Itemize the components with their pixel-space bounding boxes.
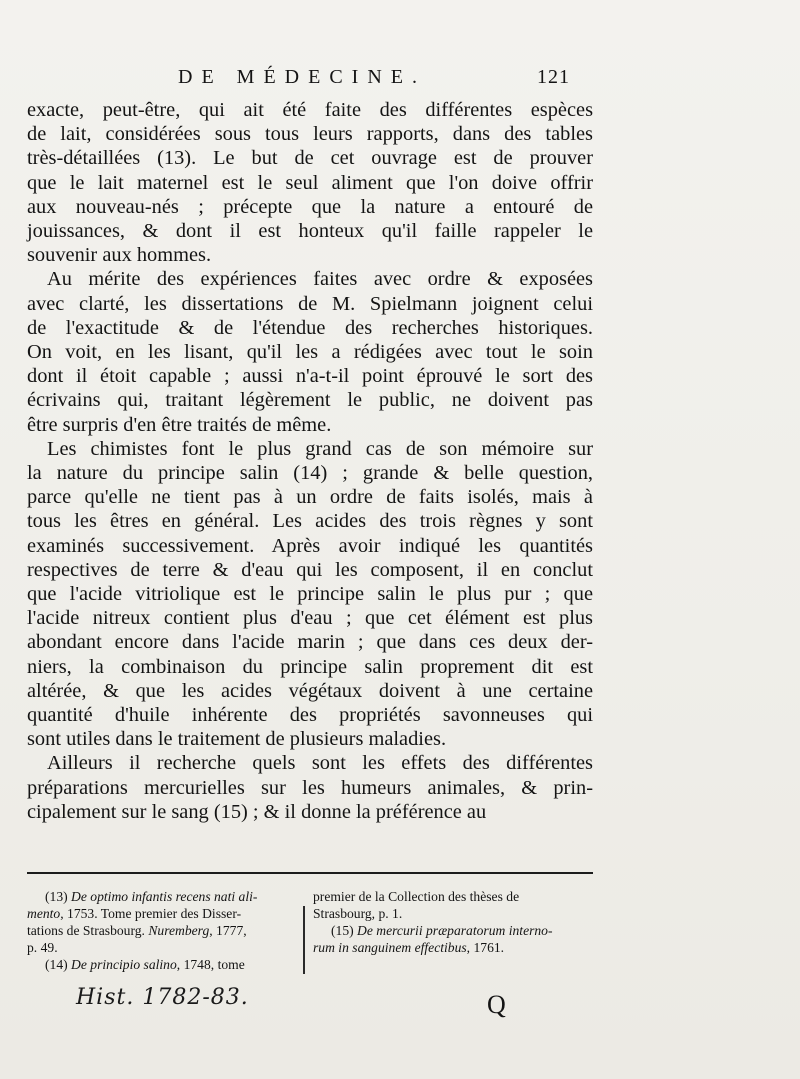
text-line: de l'exactitude & de l'étendue des recherches historiques. [27, 316, 593, 339]
footnote-text: (15) [331, 923, 358, 938]
footnote-text: p. 49. [27, 940, 58, 955]
footnote-line [313, 922, 595, 939]
footnote-title: rum in sanguinem effectibus [313, 940, 467, 955]
footnote-line [27, 922, 295, 939]
text-line: Au mérite des expériences faites avec ordre & exposées [47, 268, 593, 291]
footnotes-left-column [27, 888, 295, 973]
footnote-title: Nuremberg [148, 923, 210, 938]
footnote-line [27, 939, 295, 956]
paragraph [27, 98, 593, 267]
paragraph [27, 751, 593, 824]
footnotes-right-column [313, 888, 595, 956]
footnote-line [27, 905, 295, 922]
footnote-line [313, 939, 595, 956]
footnote-rule [27, 872, 593, 874]
text-line: niers, la combinaison du principe salin proprement dit est [27, 655, 593, 678]
text-line: parce qu'elle ne tient pas à un ordre de faits isolés, mais à [27, 486, 593, 509]
text-line: être surpris d'en être traités de même. [27, 413, 332, 436]
signature-mark: Q [487, 990, 506, 1019]
text-line: aux nouveau-nés ; précepte que la nature a entouré de [27, 195, 593, 218]
footnote-line [27, 956, 295, 973]
text-line: souvenir aux hommes. [27, 244, 212, 267]
footnote-line [313, 888, 595, 905]
footnote-column-divider [303, 906, 305, 974]
paragraph [27, 267, 593, 436]
footnote-text: tations de Strasbourg. [27, 923, 149, 938]
footnote-title: De mercurii præparatorum interno- [357, 923, 553, 938]
text-line: Ailleurs il recherche quels sont les effets des différentes [47, 752, 593, 775]
footnote-text: premier de la Collection des thèses de [313, 889, 520, 904]
footnote-text: , 1777, [209, 923, 247, 938]
text-line: l'acide nitreux contient plus d'eau ; que cet élément est plus [27, 607, 593, 630]
running-head: DE MÉDECINE. [178, 66, 426, 88]
text-line: de lait, considérées sous tous leurs rapports, dans des tables [27, 123, 593, 146]
text-line: quantité d'huile inhérente des propriétés savonneuses qui [27, 704, 593, 727]
text-line: jouissances, & dont il est honteux qu'il faille rappeler le [27, 220, 593, 243]
text-line: Les chimistes font le plus grand cas de son mémoire sur [47, 437, 593, 460]
footnote-line [27, 888, 295, 905]
text-line: examinés successivement. Après avoir indiqué les quantités [27, 534, 593, 557]
footnote-text: , 1753. Tome premier des Disser- [60, 906, 242, 921]
text-line: tous les êtres en général. Les acides des trois règnes y sont [27, 510, 593, 533]
footnote-title: De optimo infantis recens nati ali- [71, 889, 258, 904]
body-text [27, 98, 593, 824]
text-line: abondant encore dans l'acide marin ; que dans ces deux der- [27, 631, 593, 654]
text-line: On voit, en les lisant, qu'il les a rédigées avec tout le soin [27, 341, 593, 364]
text-line: très-détaillées (13). Le but de cet ouvrage est de prouver [27, 147, 593, 170]
footnote-text: (14) [45, 957, 72, 972]
text-line: écrivains qui, traitant légèrement le public, ne doivent pas [27, 389, 593, 412]
text-line: dont il étoit capable ; aussi n'a-t-il point éprouvé le sort des [27, 365, 593, 388]
text-line: exacte, peut-être, qui ait été faite des différentes espèces [27, 99, 593, 121]
page-number: 121 [537, 66, 570, 88]
text-line: altérée, & que les acides végétaux doivent à une certaine [27, 679, 593, 702]
footnote-text: Strasbourg, p. 1. [313, 906, 403, 921]
footnote-title: De principio salino [71, 957, 177, 972]
text-line: la nature du principe salin (14) ; grande & belle question, [27, 462, 593, 485]
text-line: que l'acide vitriolique est le principe salin le plus pur ; que [27, 583, 593, 606]
footnote-line [313, 905, 595, 922]
text-line: que le lait maternel est le seul aliment que l'on doive offrir [27, 171, 593, 194]
page-header [0, 66, 800, 96]
text-line: sont utiles dans le traitement de plusieurs maladies. [27, 728, 447, 751]
paragraph [27, 437, 593, 752]
text-line: respectives de terre & d'eau qui les composent, il en conclut [27, 558, 593, 581]
handwritten-note: Hist. 1782-83. [76, 985, 249, 1010]
footnote-text: , 1761. [466, 940, 505, 955]
text-line: préparations mercurielles sur les humeurs animales, & prin- [27, 776, 593, 799]
footnote-text: (13) [45, 889, 72, 904]
footnote-text: , 1748, tome [176, 957, 245, 972]
footnote-title: mento [27, 906, 61, 921]
text-line: avec clarté, les dissertations de M. Spielmann joignent celui [27, 292, 593, 315]
text-line: cipalement sur le sang (15) ; & il donne la préférence au [27, 800, 487, 823]
